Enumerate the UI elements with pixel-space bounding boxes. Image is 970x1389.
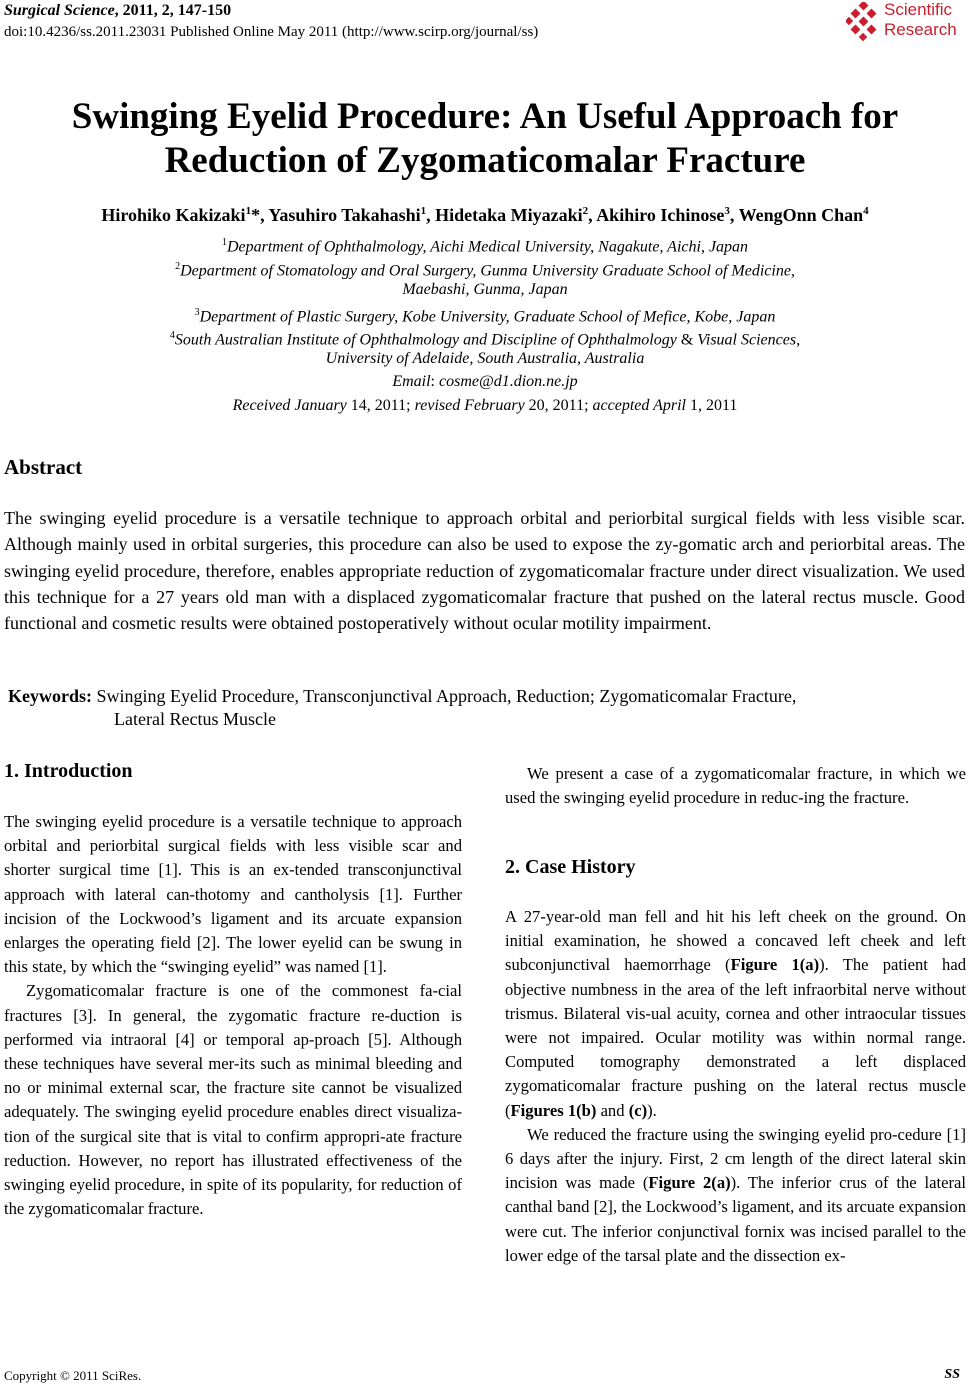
keywords-label: Keywords: — [8, 686, 92, 706]
journal-abbrev: SS — [944, 1367, 960, 1382]
text-run: We reduced the fracture using the swinging eyelid pro-cedure [1] 6 days after the injury. First, 2 cm length of the direct lateral skin incision was made ( — [505, 1124, 966, 1193]
author-sup: 3 — [724, 205, 730, 217]
author-sup: 1 — [420, 205, 427, 217]
keywords-line-2: Lateral Rectus Muscle — [114, 709, 276, 729]
received-date: 14, 2011; — [350, 397, 415, 414]
affiliation-sup: 3 — [194, 307, 200, 318]
text-run: ). The patient had objective numbness in the area of the left infraorbital nerve without trismus. Bilateral vis-ual acuity, cornea and other intraocular tissues were not impaired. Ocular motility was within normal range. Computed tomography demonstrated a left displaced zygomaticomalar fracture pushing on the lateral rectus muscle ( — [505, 955, 966, 1120]
journal-header — [4, 2, 231, 20]
author: Yasuhiro Takahashi — [268, 205, 421, 225]
revised-date: 20, 2011; — [528, 397, 593, 414]
author-list — [0, 205, 970, 226]
figure-ref[interactable]: Figure 2(a) — [648, 1173, 731, 1193]
right-column-top — [505, 762, 966, 810]
affiliation-amp: & — [676, 331, 698, 349]
email-colon: : — [430, 373, 439, 390]
journal-info: , 2011, 2, 147-150 — [114, 2, 232, 19]
affiliation-sup: 2 — [175, 261, 181, 272]
accepted-date: 1, 2011 — [689, 397, 738, 414]
accepted-label: accepted April — [592, 397, 690, 414]
figure-ref[interactable]: Figures 1(b) — [510, 1100, 597, 1120]
affiliation-text: Department of Ophthalmology, Aichi Medical University, Nagakute, Aichi, Japan — [226, 238, 749, 256]
author: Hidetaka Miyazaki — [435, 205, 583, 225]
paper-title — [20, 95, 950, 183]
author-sep: , — [260, 205, 269, 225]
keywords — [8, 683, 796, 709]
received-label: Received January — [232, 397, 351, 414]
author: Akihiro Ichinose — [596, 205, 725, 225]
doi-line: doi:10.4236/ss.2011.23031 Published Online May 2011 (http://www.scirp.org/journal/ss) — [4, 24, 539, 40]
affiliation-2-cont: Maebashi, Gunma, Japan — [402, 281, 568, 298]
author-sup: 2 — [582, 205, 589, 217]
affiliation-text: Department of Plastic Surgery, Kobe University, Graduate School of Mefice, Kobe, Japan — [199, 308, 776, 326]
affiliation-text: South Australian Institute of Ophthalmology and Discipline of Ophthalmology — [174, 331, 677, 349]
left-column — [4, 810, 462, 1221]
author-sep: , — [588, 205, 597, 225]
text-run: A 27-year-old man fell and hit his left cheek on the ground. On initial examination, he showed a concaved left cheek and left subconjunctival haemorrhage ( — [505, 907, 966, 975]
email-line — [0, 371, 970, 394]
author-sup: 4 — [863, 205, 869, 217]
publisher-logo — [846, 0, 968, 44]
title-line-1: Swinging Eyelid Procedure: An Useful Approach for — [71, 96, 899, 137]
affiliation-sup: 4 — [169, 330, 175, 341]
affiliation-1 — [0, 232, 970, 259]
intro-paragraph-2: Zygomaticomalar fracture is one of the commonest fa-cial fractures [3]. In general, the zygomatic fracture re-duction is performed via intraoral [4] or temporal ap-proach [5]. Although these techniques have several mer-its such as minimal bleeding and no or minimal external scar, the fracture site cannot be visualized adequately. The swinging eyelid procedure enables direct visualiza-tion of the surgical site that is vital to confirm appropri-ate fracture reduction. However, no report has illustrated effectiveness of the swinging eyelid procedure, in spite of its popularity, for reduction of the zygomaticomalar fracture. — [4, 981, 462, 1219]
author-sup: 1 — [245, 205, 252, 217]
right-column — [505, 905, 966, 1268]
author-sep: , — [729, 205, 739, 225]
logo-line-2: Research — [884, 20, 957, 39]
abstract-text: The swinging eyelid procedure is a versatile technique to approach orbital and periorbital surgical fields with less visible scar. Although mainly used in orbital surgeries, this procedure can also be used to expose the zy-gomatic arch and periorbital areas. The swinging eyelid procedure, therefore, enables appropriate reduction of zygomaticomalar fracture under direct visualization. We used this technique for a 27 years old man with a displaced zygomaticomalar fracture that pushed on the lateral rectus muscle. Good functional and cosmetic results were obtained postoperatively without ocular motility impairment. — [4, 508, 965, 634]
revised-label: revised February — [414, 397, 529, 414]
affiliation-text: Visual Sciences, — [697, 331, 801, 349]
abstract-heading: Abstract — [4, 455, 83, 479]
text-run: ). The inferior crus of the lateral canthal band [2], the Lockwood’s ligament, and its arcuate expansion were cut. The inferior conjunctival fornix was incised parallel to the lower edge of the tarsal plate and the dissection ex- — [505, 1173, 966, 1265]
figure-ref[interactable]: (c) — [628, 1100, 648, 1120]
scirp-logo-icon — [846, 2, 882, 42]
journal-name: Surgical Science — [4, 2, 115, 19]
keywords-line-1: Swinging Eyelid Procedure, Transconjunctival Approach, Reduction; Zygomaticomalar Fracture, — [92, 686, 797, 706]
case-paragraph-2 — [505, 1123, 966, 1268]
affiliation-sup: 1 — [221, 237, 227, 248]
intro-paragraph-3: We present a case of a zygomaticomalar fracture, in which we used the swinging eyelid procedure in reduc-ing the fracture. — [505, 764, 966, 808]
case-paragraph-1 — [505, 905, 966, 1123]
author: Hirohiko Kakizaki — [101, 205, 246, 225]
introduction-heading: 1. Introduction — [4, 760, 133, 782]
figure-ref[interactable]: Figure 1(a) — [730, 955, 820, 975]
copyright: Copyright © 2011 SciRes. — [4, 1368, 142, 1383]
author-extra: * — [251, 205, 261, 225]
author: WengOnn Chan — [738, 205, 864, 225]
text-run: ). — [647, 1100, 657, 1120]
text-run: and — [596, 1100, 629, 1120]
dates-line — [0, 395, 970, 418]
affiliation-text: Department of Stomatology and Oral Surgery, Gunma University Graduate School of Medicine, — [180, 262, 795, 280]
author-sep: , — [426, 205, 436, 225]
title-line-2: Reduction of Zygomaticomalar Fracture — [164, 140, 806, 181]
intro-paragraph-1: The swinging eyelid procedure is a versatile technique to approach orbital and periorbital surgical fields with less visible scar and shorter surgical time [1]. This is an ex-tended transconjunctival approach with lateral can-thotomy and cantholysis [1]. Further incision of the Lockwood’s ligament and its arcuate expansion enlarges the operating field [2]. The lower eyelid can be swung in this state, by which the “swinging eyelid” was named [1]. — [4, 812, 462, 977]
logo-line-1: Scientific — [884, 0, 953, 19]
case-history-heading: 2. Case History — [505, 856, 636, 878]
affiliation-4-cont: University of Adelaide, South Australia, Australia — [325, 350, 645, 367]
email-address[interactable]: cosme@d1.dion.ne.jp — [438, 373, 578, 390]
email-label: Email — [392, 373, 431, 390]
